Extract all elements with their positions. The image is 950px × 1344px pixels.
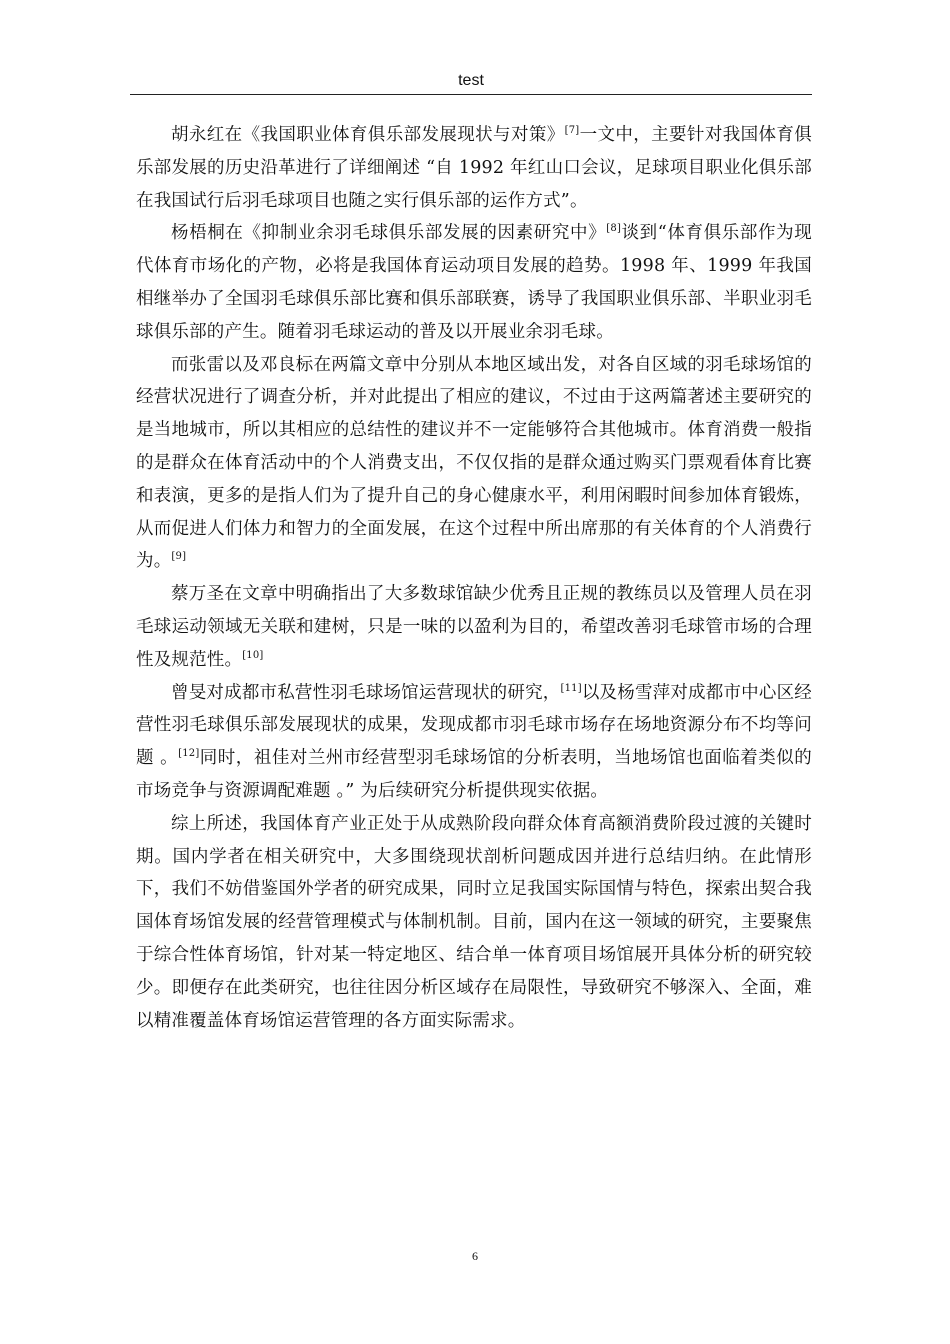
paragraph-5: [136, 677, 812, 808]
paragraph-text: 谈到“体育俱乐部作为现代体育市场化的产物，必将是我国体育运动项目发展的趋势。1998 年、1999 年我国相继举办了全国羽毛球俱乐部比赛和俱乐部联赛，诱导了我国职业俱乐部、半职业羽毛球俱乐部的产生。随着羽毛球运动的普及以开展业余羽毛球。: [136, 223, 812, 342]
page-header: test: [458, 72, 484, 89]
paragraph-text: 一文中，主要针对我国体育俱乐部发展的历史沿革进行了详细阐述 “自 1992 年红山口会议，足球项目职业化俱乐部在我国试行后羽毛球项目也随之实行俱乐部的运作方式”。: [136, 125, 812, 211]
paragraph-text: 蔡万圣在文章中明确指出了大多数球馆缺少优秀且正规的教练员以及管理人员在羽毛球运动领域无关联和建树，只是一味的以盈利为目的，希望改善羽毛球管市场的合理性及规范性。: [136, 584, 812, 670]
citation-ref: [9]: [171, 551, 187, 563]
paragraph-text: 综上所述，我国体育产业正处于从成熟阶段向群众体育高额消费阶段过渡的关键时期。国内学者在相关研究中，大多围绕现状剖析问题成因并进行总结归纳。在此情形下，我们不妨借鉴国外学者的研究成果，同时立足我国实际国情与特色，探索出契合我国体育场馆发展的经营管理模式与体制机制。目前，国内在这一领域的研究，主要聚焦于综合性体育场馆，针对某一特定地区、结合单一体育项目场馆展开具体分析的研究较少。即便存在此类研究，也往往因分析区域存在局限性，导致研究不够深入、全面，难以精准覆盖体育场馆运营管理的各方面实际需求。: [136, 813, 812, 1031]
page-number: 6: [472, 1249, 478, 1263]
citation-ref: [11]: [560, 682, 582, 694]
paragraph-text: 而张雷以及邓良标在两篇文章中分别从本地区域出发，对各自区域的羽毛球场馆的经营状况进行了调查分析，并对此提出了相应的建议，不过由于这两篇著述主要研究的是当地城市，所以其相应的总结性的建议并不一定能够符合其他城市。体育消费一般指的是群众在体育活动中的个人消费支出，不仅仅指的是群众通过购买门票观看体育比赛和表演，更多的是指人们为了提升自己的身心健康水平，利用闲暇时间参加体育锻炼，从而促进人们体力和智力的全面发展，在这个过程中所出席那的有关体育的个人消费行为。: [136, 354, 812, 572]
paragraph-text: 杨梧桐在《抑制业余羽毛球俱乐部发展的因素研究中》: [171, 223, 607, 244]
header-divider: [130, 94, 812, 95]
citation-ref: [12]: [178, 748, 200, 760]
paragraph-text: 同时，祖佳对兰州市经营型羽毛球场馆的分析表明，当地场馆也面临着类似的市场竞争与资源调配难题 。” 为后续研究分析提供现实依据。: [136, 748, 812, 801]
paragraph-2: [136, 217, 812, 348]
paragraph-text: 曾旻对成都市私营性羽毛球场馆运营现状的研究，: [171, 682, 561, 703]
paragraph-6: [136, 808, 812, 1038]
document-body: [136, 119, 812, 1037]
citation-ref: [7]: [564, 125, 580, 137]
paragraph-text: 以及杨雪萍对成都市中心区经营性羽毛球俱乐部发展现状的成果，发现成都市羽毛球市场存在场地资源分布不均等问题 。: [136, 682, 812, 769]
paragraph-4: [136, 578, 812, 676]
paragraph-1: [136, 119, 812, 217]
citation-ref: [8]: [606, 223, 622, 235]
paragraph-3: [136, 349, 812, 579]
paragraph-text: 胡永红在《我国职业体育俱乐部发展现状与对策》: [171, 125, 565, 145]
citation-ref: [10]: [242, 649, 264, 661]
